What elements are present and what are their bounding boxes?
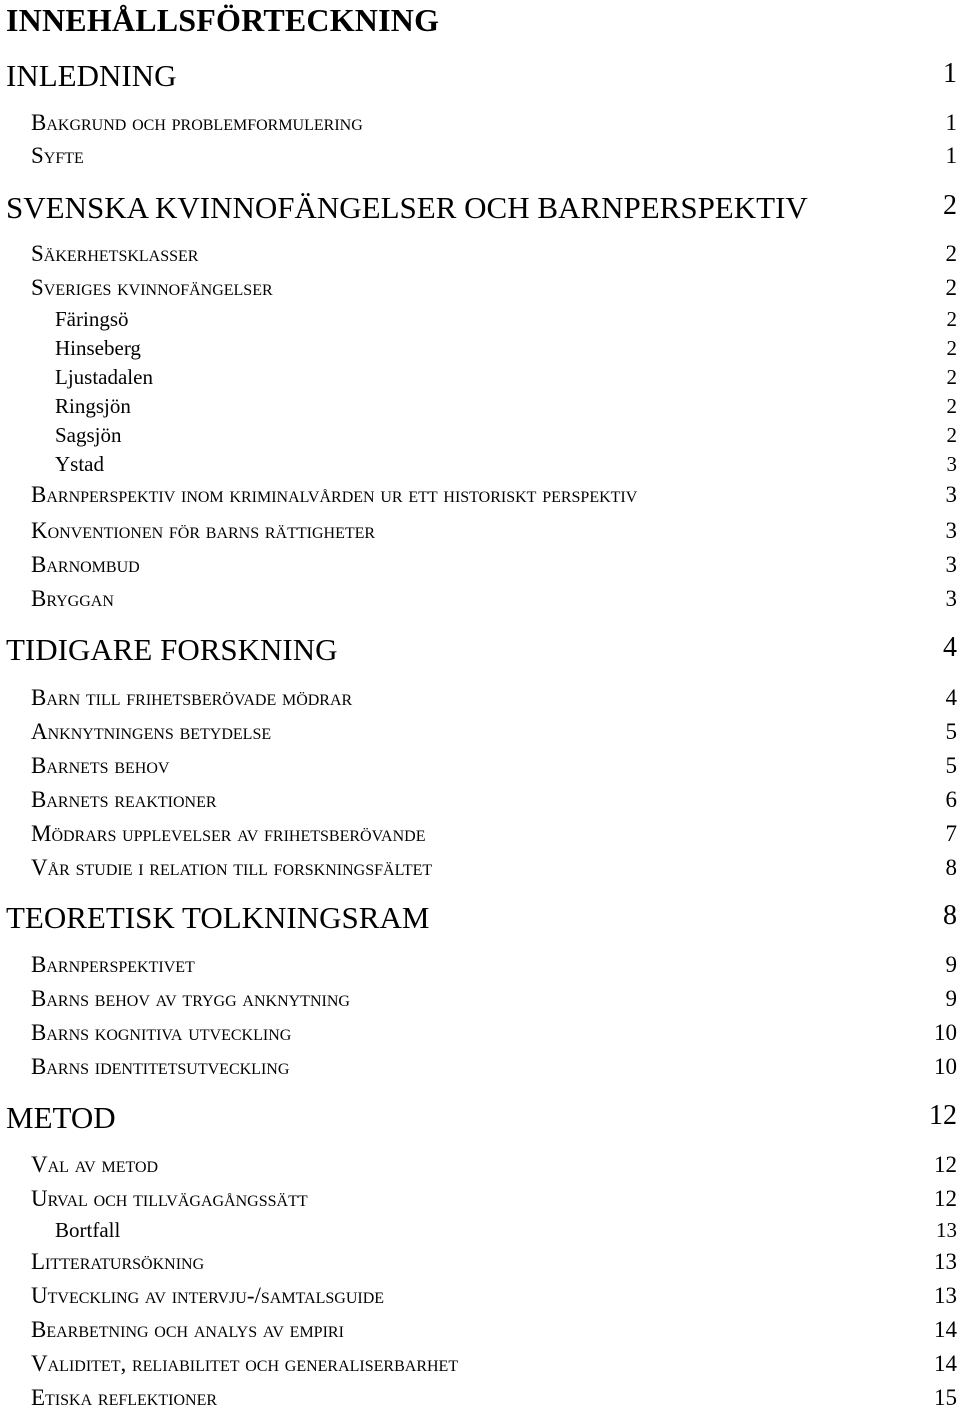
toc-entry-page-number: 8 bbox=[945, 855, 957, 880]
toc-entry-label: Ystad bbox=[55, 452, 104, 476]
toc-entry-level-3[interactable] bbox=[0, 336, 960, 362]
toc-entry-page-number: 13 bbox=[934, 1249, 957, 1274]
toc-entry-level-2[interactable] bbox=[0, 1020, 960, 1050]
toc-entry-page-number: 2 bbox=[946, 394, 957, 418]
toc-entry-label: Ljustadalen bbox=[55, 365, 153, 389]
toc-entry-page-number: 2 bbox=[946, 423, 957, 447]
toc-entry-page-number: 2 bbox=[945, 241, 957, 266]
toc-entry-label: INLEDNING bbox=[6, 58, 177, 93]
toc-entry-level-2[interactable] bbox=[0, 482, 960, 512]
toc-entry-level-2[interactable] bbox=[0, 1152, 960, 1182]
toc-entry-page-number: 3 bbox=[945, 518, 957, 543]
toc-entry-label: Barns behov av trygg anknytning bbox=[31, 986, 350, 1011]
toc-entry-level-3[interactable] bbox=[0, 394, 960, 420]
toc-entry-level-2[interactable] bbox=[0, 986, 960, 1016]
toc-entry-label: Utveckling av intervju-/samtalsguide bbox=[31, 1283, 385, 1308]
toc-entry-page-number: 5 bbox=[945, 753, 957, 778]
toc-entry-level-2[interactable] bbox=[0, 275, 960, 305]
toc-entry-label: Sagsjön bbox=[55, 423, 122, 447]
toc-entry-level-1[interactable] bbox=[0, 58, 960, 98]
toc-entry-page-number: 2 bbox=[946, 365, 957, 389]
toc-entry-level-2[interactable] bbox=[0, 1186, 960, 1216]
toc-entry-level-3[interactable] bbox=[0, 423, 960, 449]
toc-entry-label: Anknytningens betydelse bbox=[31, 719, 272, 744]
toc-entry-level-2[interactable] bbox=[0, 1385, 960, 1415]
toc-entry-label: Färingsö bbox=[55, 307, 129, 331]
toc-entry-label: TIDIGARE FORSKNING bbox=[6, 632, 338, 667]
toc-entry-level-2[interactable] bbox=[0, 241, 960, 271]
toc-entry-level-3[interactable] bbox=[0, 307, 960, 333]
toc-entry-page-number: 13 bbox=[934, 1283, 957, 1308]
toc-entry-label: SVENSKA KVINNOFÄNGELSER OCH BARNPERSPEKTIV bbox=[6, 190, 808, 225]
toc-entry-label: Barnperspektiv inom kriminalvården ur ett historiskt perspektiv bbox=[31, 482, 638, 507]
toc-entry-page-number: 4 bbox=[943, 632, 957, 663]
toc-entry-page-number: 1 bbox=[943, 58, 957, 89]
toc-entry-page-number: 2 bbox=[946, 336, 957, 360]
toc-entry-level-3[interactable] bbox=[0, 1218, 960, 1244]
toc-entry-page-number: 10 bbox=[934, 1020, 957, 1045]
toc-entry-level-2[interactable] bbox=[0, 143, 960, 173]
toc-entry-page-number: 1 bbox=[945, 143, 957, 168]
toc-entry-page-number: 5 bbox=[945, 719, 957, 744]
toc-entry-level-2[interactable] bbox=[0, 1054, 960, 1084]
toc-entry-level-2[interactable] bbox=[0, 552, 960, 582]
toc-entry-label: Bryggan bbox=[31, 586, 114, 611]
toc-entry-label: Barnombud bbox=[31, 552, 140, 577]
toc-entry-page-number: 4 bbox=[945, 685, 957, 710]
toc-entry-page-number: 6 bbox=[945, 787, 957, 812]
toc-entry-label: Bearbetning och analys av empiri bbox=[31, 1317, 344, 1342]
toc-entry-level-2[interactable] bbox=[0, 1351, 960, 1381]
toc-entry-page-number: 12 bbox=[934, 1152, 957, 1177]
toc-entry-page-number: 9 bbox=[945, 952, 957, 977]
toc-entry-label: METOD bbox=[6, 1100, 116, 1135]
toc-entry-level-2[interactable] bbox=[0, 110, 960, 140]
toc-entry-level-2[interactable] bbox=[0, 753, 960, 783]
toc-entry-label: Hinseberg bbox=[55, 336, 141, 360]
toc-entry-page-number: 1 bbox=[945, 110, 957, 135]
toc-entry-label: Barn till frihetsberövade mödrar bbox=[31, 685, 353, 710]
toc-entry-page-number: 3 bbox=[945, 482, 957, 507]
toc-entry-page-number: 3 bbox=[945, 552, 957, 577]
toc-entry-page-number: 14 bbox=[934, 1317, 957, 1342]
toc-entry-label: Val av metod bbox=[31, 1152, 159, 1177]
toc-entry-level-2[interactable] bbox=[0, 719, 960, 749]
toc-entry-label: Barnets behov bbox=[31, 753, 170, 778]
toc-entry-label: Urval och tillvägagångssätt bbox=[31, 1186, 308, 1211]
toc-entry-page-number: 13 bbox=[936, 1218, 957, 1242]
toc-entry-label: Bakgrund och problemformulering bbox=[31, 110, 363, 135]
toc-entry-page-number: 3 bbox=[945, 586, 957, 611]
toc-entry-level-1[interactable] bbox=[0, 900, 960, 940]
toc-entry-level-1[interactable] bbox=[0, 1100, 960, 1140]
toc-entry-label: Litteratursökning bbox=[31, 1249, 205, 1274]
toc-entry-level-2[interactable] bbox=[0, 518, 960, 548]
toc-entry-level-2[interactable] bbox=[0, 787, 960, 817]
toc-entry-label: Syfte bbox=[31, 143, 84, 168]
toc-entry-level-1[interactable] bbox=[0, 190, 960, 230]
toc-entry-label: TEORETISK TOLKNINGSRAM bbox=[6, 900, 430, 935]
toc-entry-label: Barns identitetsutveckling bbox=[31, 1054, 290, 1079]
toc-entry-level-2[interactable] bbox=[0, 1283, 960, 1313]
toc-entry-page-number: 12 bbox=[929, 1100, 957, 1131]
toc-entry-page-number: 3 bbox=[946, 452, 957, 476]
toc-entry-label: Etiska reflektioner bbox=[31, 1385, 218, 1410]
page-title: INNEHÅLLSFÖRTECKNING bbox=[6, 2, 440, 38]
toc-entry-label: Konventionen för barns rättigheter bbox=[31, 518, 376, 543]
toc-entry-level-2[interactable] bbox=[0, 855, 960, 885]
toc-entry-page-number: 9 bbox=[945, 986, 957, 1011]
toc-entry-label: Mödrars upplevelser av frihetsberövande bbox=[31, 821, 426, 846]
toc-entry-label: Barnets reaktioner bbox=[31, 787, 217, 812]
toc-entry-page-number: 2 bbox=[943, 190, 957, 221]
toc-entry-page-number: 7 bbox=[945, 821, 957, 846]
toc-entry-label: Validitet, reliabilitet och generaliserbarhet bbox=[31, 1351, 459, 1376]
toc-entry-page-number: 8 bbox=[943, 900, 957, 931]
toc-entry-level-3[interactable] bbox=[0, 365, 960, 391]
toc-entry-level-2[interactable] bbox=[0, 821, 960, 851]
toc-entry-level-3[interactable] bbox=[0, 452, 960, 478]
toc-entry-level-2[interactable] bbox=[0, 586, 960, 616]
toc-entry-level-2[interactable] bbox=[0, 1317, 960, 1347]
toc-entry-page-number: 15 bbox=[934, 1385, 957, 1410]
toc-entry-label: Barnperspektivet bbox=[31, 952, 195, 977]
toc-entry-label: Vår studie i relation till forskningsfältet bbox=[31, 855, 433, 880]
toc-entry-label: Säkerhetsklasser bbox=[31, 241, 199, 266]
toc-entry-page-number: 2 bbox=[946, 307, 957, 331]
toc-entry-level-2[interactable] bbox=[0, 1249, 960, 1279]
toc-entry-page-number: 14 bbox=[934, 1351, 957, 1376]
toc-entry-level-1[interactable] bbox=[0, 632, 960, 672]
toc-entry-label: Ringsjön bbox=[55, 394, 131, 418]
toc-entry-page-number: 10 bbox=[934, 1054, 957, 1079]
toc-entry-label: Sveriges kvinnofängelser bbox=[31, 275, 273, 300]
toc-entry-level-2[interactable] bbox=[0, 952, 960, 982]
toc-entry-label: Barns kognitiva utveckling bbox=[31, 1020, 292, 1045]
toc-entry-label: Bortfall bbox=[55, 1218, 121, 1242]
toc-entry-page-number: 2 bbox=[945, 275, 957, 300]
toc-entry-level-2[interactable] bbox=[0, 685, 960, 715]
toc-entry-page-number: 12 bbox=[934, 1186, 957, 1211]
